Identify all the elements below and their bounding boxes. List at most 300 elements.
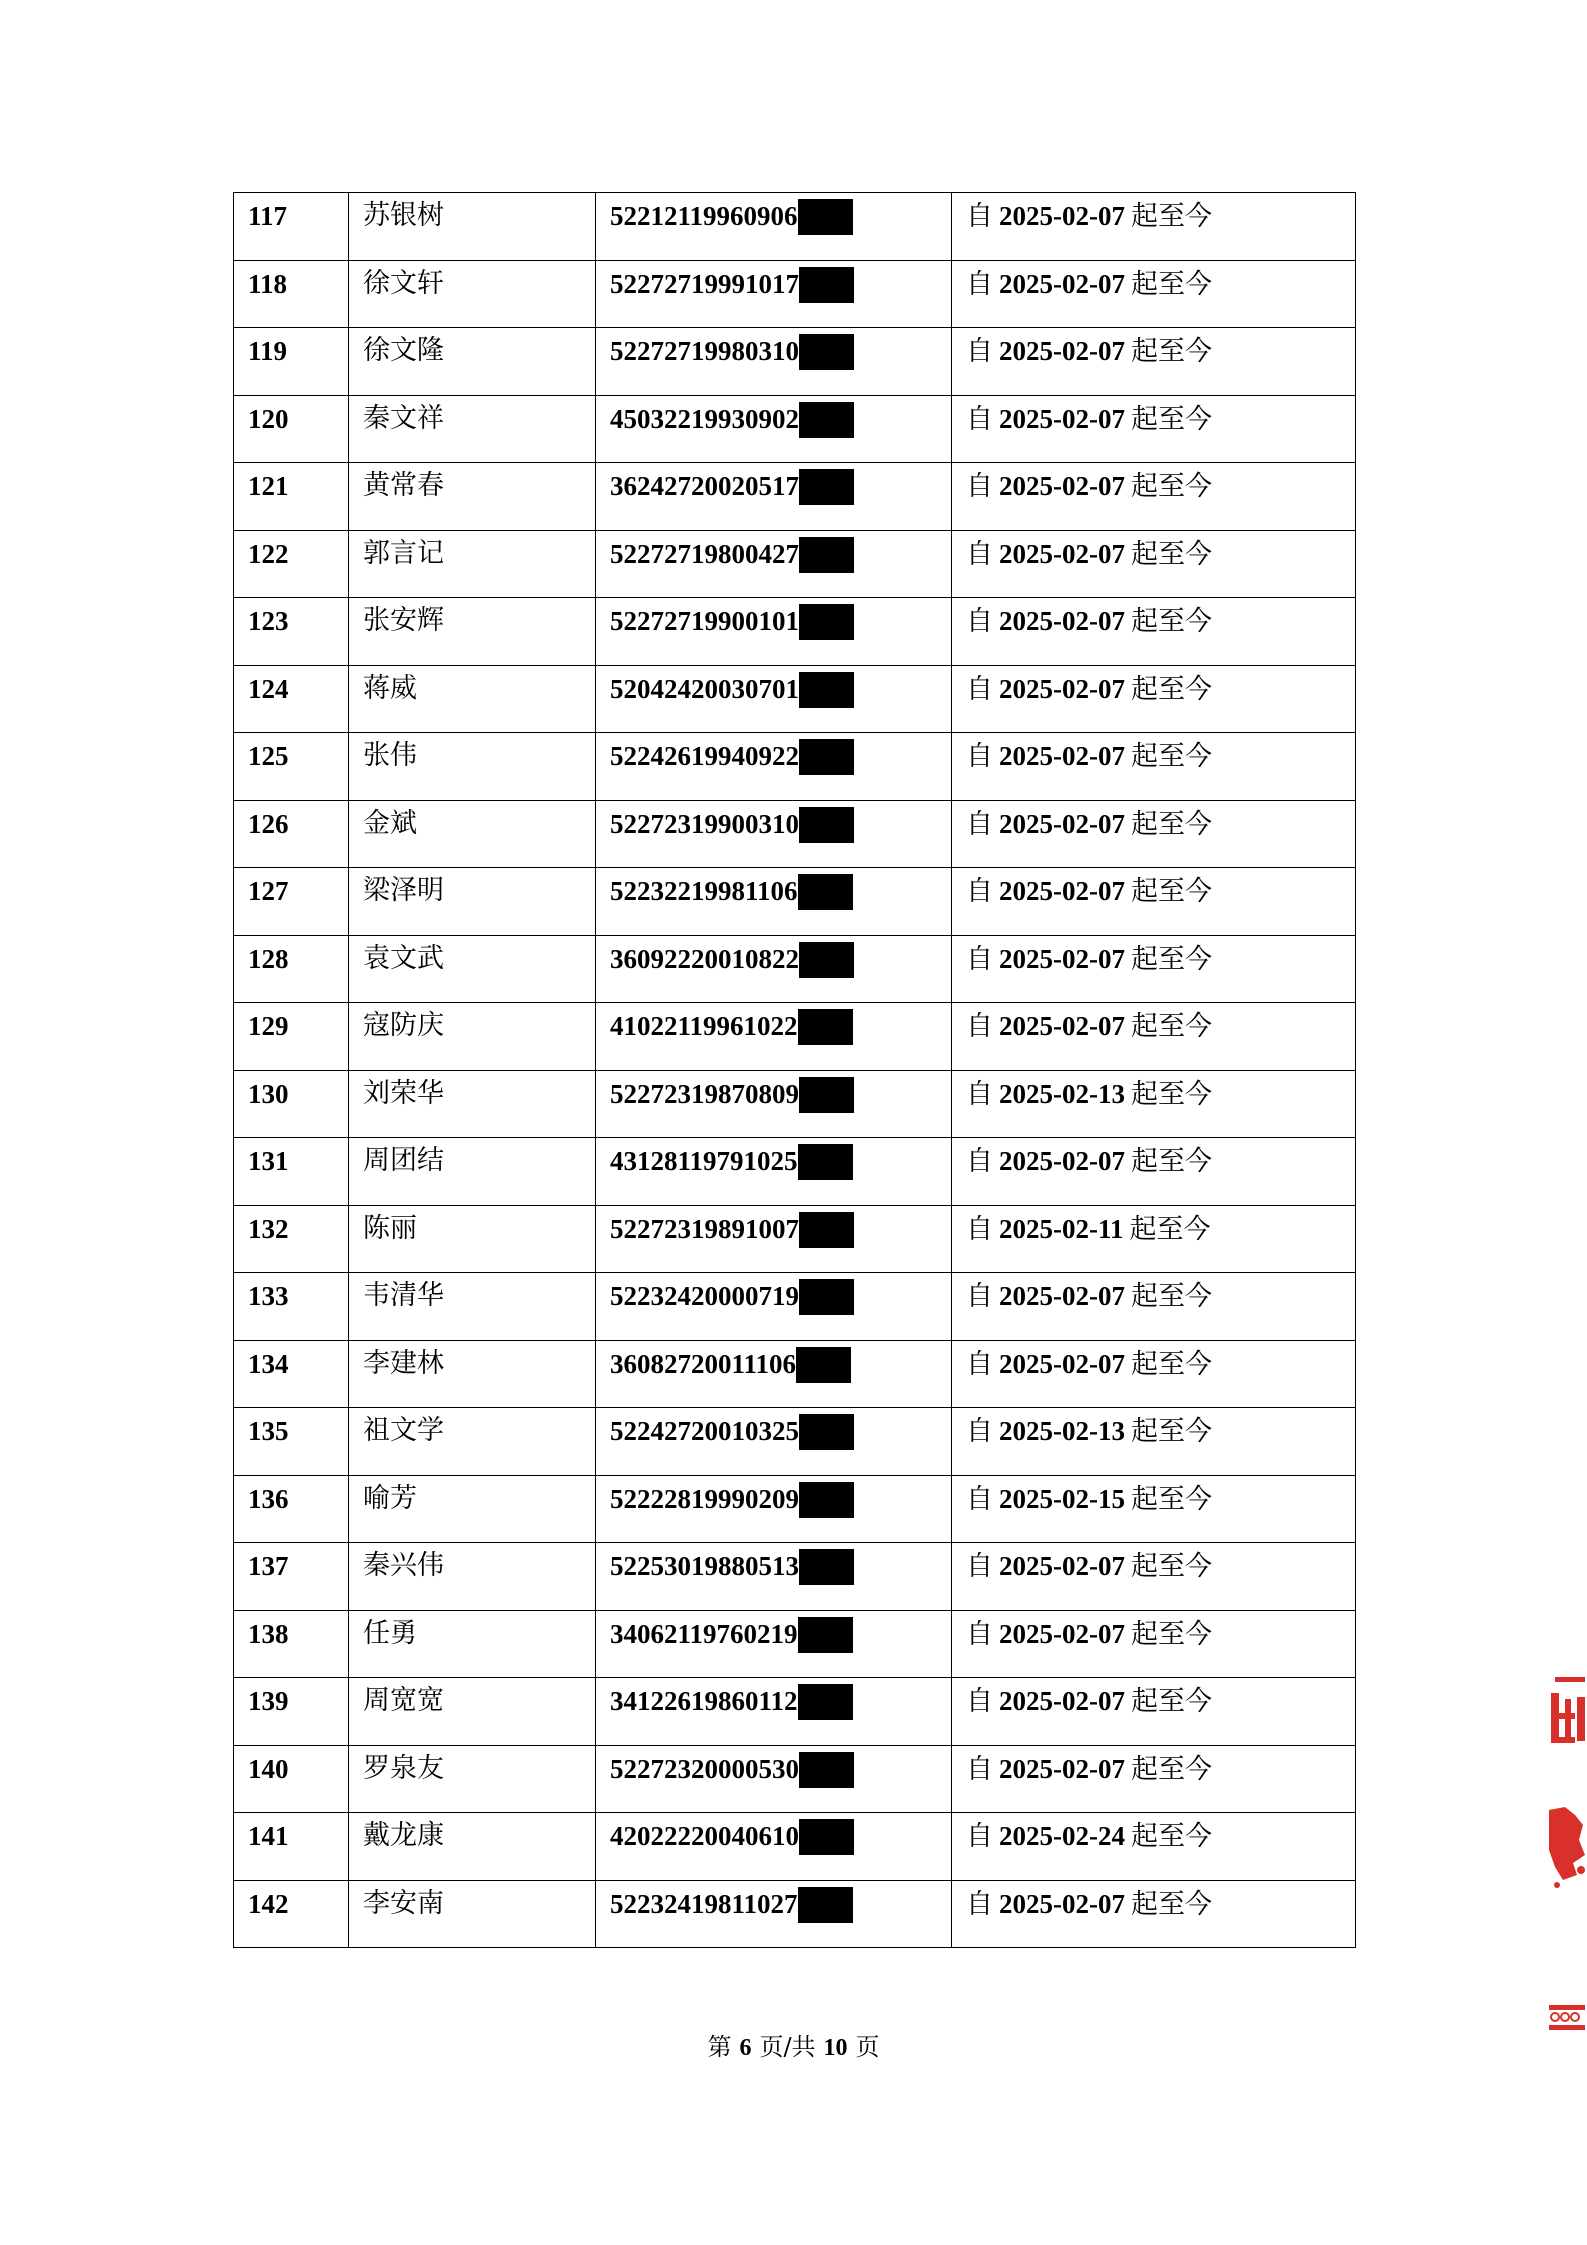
id-cell [596,193,952,261]
footer-suffix: 页 [855,2033,880,2061]
table-row [234,598,1356,666]
since-suffix: 起至今 [1130,1078,1212,1110]
table-row [234,935,1356,1003]
id-cell [596,1610,952,1678]
person-name: 苏银树 [363,200,444,231]
since-suffix: 起至今 [1130,808,1212,840]
id-cell [596,1745,952,1813]
period-cell [952,665,1356,733]
start-date: 2025-02-07 [999,673,1125,704]
period-cell [952,1205,1356,1273]
redaction-block [799,604,854,640]
id-number: 42022220040610 [610,1821,799,1851]
person-name: 周宽宽 [363,1685,444,1716]
person-name: 徐文隆 [363,335,444,366]
name-cell [349,1070,596,1138]
person-name: 梁泽明 [363,875,444,906]
row-number: 139 [248,1686,289,1716]
period-cell [952,733,1356,801]
name-cell [349,1205,596,1273]
since-prefix: 自 [966,1686,993,1717]
person-name: 李建林 [363,1347,444,1379]
row-number: 135 [248,1416,289,1446]
id-number: 52212119960906 [610,201,798,231]
since-suffix: 起至今 [1130,1281,1212,1312]
redaction-block [798,1009,853,1045]
name-cell [349,395,596,463]
name-cell [349,935,596,1003]
name-cell [349,530,596,598]
table-row [234,868,1356,936]
table-row [234,1880,1356,1948]
table-row [234,1745,1356,1813]
id-number: 52253019880513 [610,1551,799,1581]
id-number: 52272719980310 [610,336,799,366]
since-prefix: 自 [966,673,993,705]
since-prefix: 自 [966,808,993,840]
redaction-block [799,1414,854,1450]
red-seal-stamp-fragment [1545,1675,1587,2045]
row-number-cell [234,598,349,666]
table-row [234,1205,1356,1273]
start-date: 2025-02-07 [999,336,1125,366]
since-prefix: 自 [966,538,993,570]
person-name: 刘荣华 [363,1077,444,1109]
start-date: 2025-02-13 [999,1416,1125,1446]
since-prefix: 自 [966,471,993,502]
table-row [234,1543,1356,1611]
person-name: 张安辉 [363,605,444,636]
redaction-block [798,1887,853,1923]
id-number: 52232419811027 [610,1888,798,1919]
name-cell [349,1813,596,1881]
personnel-table [233,192,1356,1948]
id-number: 34062119760219 [610,1618,798,1649]
row-number: 123 [248,606,289,636]
id-cell [596,395,952,463]
row-number: 136 [248,1483,289,1514]
redaction-block [799,402,854,438]
since-suffix: 起至今 [1130,673,1212,705]
row-number: 141 [248,1821,289,1851]
id-cell [596,800,952,868]
since-prefix: 自 [966,1146,993,1177]
id-number: 52272319900310 [610,808,799,839]
since-prefix: 自 [966,1011,993,1042]
id-number: 52042420030701 [610,673,799,704]
since-suffix: 起至今 [1130,403,1212,435]
row-number-cell [234,1205,349,1273]
person-name: 徐文轩 [363,267,444,299]
id-number: 52242720010325 [610,1416,799,1446]
table-row [234,1813,1356,1881]
start-date: 2025-02-07 [999,268,1125,299]
id-number: 52232420000719 [610,1281,799,1311]
table-row [234,1678,1356,1746]
period-cell [952,395,1356,463]
id-cell [596,868,952,936]
row-number: 129 [248,1011,289,1041]
person-name: 任勇 [363,1617,417,1649]
person-name: 秦文祥 [363,402,444,434]
since-suffix: 起至今 [1130,1348,1212,1380]
name-cell [349,193,596,261]
start-date: 2025-02-07 [999,1011,1125,1041]
redaction-block [799,334,854,370]
redaction-block [796,1347,851,1383]
row-number: 117 [248,201,288,231]
table-row [234,193,1356,261]
period-cell [952,530,1356,598]
row-number-cell [234,1880,349,1948]
name-cell [349,1138,596,1206]
redaction-block [799,537,854,573]
start-date: 2025-02-07 [999,741,1125,771]
id-number: 43128119791025 [610,1146,798,1176]
table-row [234,530,1356,598]
row-number-cell [234,1273,349,1341]
id-number: 45032219930902 [610,403,799,434]
row-number-cell [234,395,349,463]
start-date: 2025-02-07 [999,1686,1125,1716]
redaction-block [799,942,854,978]
row-number-cell [234,328,349,396]
since-suffix: 起至今 [1130,1753,1212,1785]
id-cell [596,1475,952,1543]
person-name: 金斌 [363,807,417,839]
since-suffix: 起至今 [1130,1618,1212,1650]
footer-prefix: 第 [707,2033,732,2061]
redaction-block [798,874,853,910]
redaction-block [799,469,854,505]
footer-total-pages: 10 [823,2035,848,2061]
name-cell [349,868,596,936]
since-prefix: 自 [966,1078,993,1110]
id-cell [596,935,952,1003]
id-cell [596,1205,952,1273]
redaction-block [799,807,854,843]
person-name: 喻芳 [363,1482,417,1514]
period-cell [952,1070,1356,1138]
id-cell [596,598,952,666]
table-row [234,733,1356,801]
table-row [234,1475,1356,1543]
row-number-cell [234,1678,349,1746]
period-cell [952,1475,1356,1543]
page-footer [0,2027,1587,2062]
period-cell [952,1610,1356,1678]
since-suffix: 起至今 [1130,1416,1212,1447]
since-suffix: 起至今 [1130,538,1212,570]
since-prefix: 自 [966,1888,993,1920]
start-date: 2025-02-11 [999,1213,1124,1244]
period-cell [952,193,1356,261]
id-cell [596,1138,952,1206]
person-name: 罗泉友 [363,1752,444,1784]
redaction-block [799,672,854,708]
table-row [234,1610,1356,1678]
table-row [234,1070,1356,1138]
name-cell [349,1543,596,1611]
name-cell [349,1340,596,1408]
row-number-cell [234,935,349,1003]
person-name: 祖文学 [363,1415,444,1446]
since-suffix: 起至今 [1130,1551,1212,1582]
row-number-cell [234,800,349,868]
since-prefix: 自 [966,1821,993,1852]
person-name: 韦清华 [363,1280,444,1311]
person-name: 戴龙康 [363,1820,444,1851]
start-date: 2025-02-07 [999,471,1125,501]
id-number: 52272719991017 [610,268,799,299]
row-number: 119 [248,336,288,366]
id-number: 52272719800427 [610,538,799,569]
id-number: 52272320000530 [610,1753,799,1784]
table-row [234,665,1356,733]
since-prefix: 自 [966,403,993,435]
row-number-cell [234,1610,349,1678]
period-cell [952,463,1356,531]
row-number-cell [234,1745,349,1813]
person-name: 袁文武 [363,942,444,974]
table-row [234,800,1356,868]
id-cell [596,530,952,598]
id-cell [596,1070,952,1138]
start-date: 2025-02-07 [999,606,1125,636]
row-number: 134 [248,1348,289,1379]
id-cell [596,328,952,396]
redaction-block [799,267,854,303]
table-row [234,1138,1356,1206]
name-cell [349,733,596,801]
table-row [234,463,1356,531]
since-prefix: 自 [966,336,993,367]
row-number: 126 [248,808,289,839]
since-suffix: 起至今 [1130,943,1212,975]
row-number: 132 [248,1213,289,1244]
person-name: 秦兴伟 [363,1550,444,1581]
footer-middle: 页/共 [759,2033,816,2061]
person-name: 寇防庆 [363,1010,444,1041]
period-cell [952,1745,1356,1813]
since-prefix: 自 [966,1213,993,1245]
row-number-cell [234,193,349,261]
id-cell [596,1340,952,1408]
footer-page-number: 6 [739,2035,752,2061]
row-number: 118 [248,268,288,299]
person-name: 郭言记 [363,537,444,569]
since-suffix: 起至今 [1130,201,1212,232]
since-prefix: 自 [966,741,993,772]
start-date: 2025-02-07 [999,1146,1125,1176]
since-suffix: 起至今 [1130,1821,1212,1852]
person-name: 蒋威 [363,672,417,704]
id-number: 52222819990209 [610,1483,799,1514]
since-suffix: 起至今 [1130,606,1212,637]
table-row [234,1340,1356,1408]
name-cell [349,1745,596,1813]
redaction-block [799,1752,854,1788]
name-cell [349,463,596,531]
row-number-cell [234,868,349,936]
person-name: 陈丽 [363,1212,417,1244]
redaction-block [799,1819,854,1855]
start-date: 2025-02-07 [999,1888,1125,1919]
row-number-cell [234,463,349,531]
since-prefix: 自 [966,1618,993,1650]
id-number: 36242720020517 [610,471,799,501]
row-number-cell [234,260,349,328]
period-cell [952,260,1356,328]
row-number: 133 [248,1281,289,1311]
id-cell [596,1273,952,1341]
name-cell [349,665,596,733]
period-cell [952,935,1356,1003]
start-date: 2025-02-07 [999,538,1125,569]
redaction-block [799,739,854,775]
period-cell [952,1138,1356,1206]
row-number-cell [234,1408,349,1476]
row-number: 128 [248,943,289,974]
row-number-cell [234,530,349,598]
name-cell [349,260,596,328]
row-number-cell [234,1543,349,1611]
since-suffix: 起至今 [1130,1011,1212,1042]
table-row [234,1003,1356,1071]
period-cell [952,328,1356,396]
redaction-block [799,1279,854,1315]
row-number: 125 [248,741,289,771]
since-prefix: 自 [966,1753,993,1785]
period-cell [952,1408,1356,1476]
id-number: 41022119961022 [610,1011,798,1041]
name-cell [349,1475,596,1543]
row-number: 127 [248,876,289,906]
redaction-block [798,1684,853,1720]
since-prefix: 自 [966,876,993,907]
start-date: 2025-02-07 [999,1281,1125,1311]
start-date: 2025-02-07 [999,1348,1125,1379]
id-number: 36082720011106 [610,1348,797,1379]
table-row [234,1408,1356,1476]
row-number-cell [234,1813,349,1881]
start-date: 2025-02-07 [999,1551,1125,1581]
row-number-cell [234,1138,349,1206]
table-row [234,395,1356,463]
id-cell [596,1003,952,1071]
name-cell [349,1408,596,1476]
row-number: 121 [248,471,289,501]
person-name: 周团结 [363,1145,444,1176]
period-cell [952,1340,1356,1408]
row-number: 138 [248,1618,289,1649]
period-cell [952,1273,1356,1341]
period-cell [952,1678,1356,1746]
id-number: 52272319891007 [610,1213,799,1244]
id-cell [596,1880,952,1948]
name-cell [349,328,596,396]
since-suffix: 起至今 [1130,741,1212,772]
start-date: 2025-02-13 [999,1078,1125,1109]
row-number: 124 [248,673,289,704]
table-row [234,260,1356,328]
since-suffix: 起至今 [1130,336,1212,367]
id-number: 52232219981106 [610,876,798,906]
start-date: 2025-02-07 [999,808,1125,839]
row-number-cell [234,1340,349,1408]
id-cell [596,260,952,328]
name-cell [349,1880,596,1948]
row-number: 122 [248,538,289,569]
id-cell [596,1543,952,1611]
person-name: 张伟 [363,740,417,771]
period-cell [952,868,1356,936]
name-cell [349,800,596,868]
id-cell [596,1408,952,1476]
period-cell [952,1543,1356,1611]
table-body [234,193,1356,1948]
id-cell [596,463,952,531]
start-date: 2025-02-07 [999,1618,1125,1649]
start-date: 2025-02-07 [999,403,1125,434]
row-number: 137 [248,1551,289,1581]
since-prefix: 自 [966,1348,993,1380]
row-number-cell [234,1070,349,1138]
person-name: 李安南 [363,1887,444,1919]
id-cell [596,1813,952,1881]
redaction-block [798,1617,853,1653]
id-number: 52272319870809 [610,1078,799,1109]
row-number: 131 [248,1146,289,1176]
since-suffix: 起至今 [1130,1686,1212,1717]
period-cell [952,1003,1356,1071]
since-suffix: 起至今 [1129,1213,1211,1245]
row-number: 142 [248,1888,289,1919]
name-cell [349,1678,596,1746]
table-row [234,328,1356,396]
table-row [234,1273,1356,1341]
since-prefix: 自 [966,1416,993,1447]
id-cell [596,1678,952,1746]
redaction-block [799,1077,854,1113]
since-suffix: 起至今 [1130,876,1212,907]
start-date: 2025-02-07 [999,943,1125,974]
start-date: 2025-02-24 [999,1821,1125,1851]
id-cell [596,665,952,733]
since-suffix: 起至今 [1130,268,1212,300]
name-cell [349,1610,596,1678]
start-date: 2025-02-07 [999,201,1125,231]
period-cell [952,1880,1356,1948]
row-number-cell [234,665,349,733]
start-date: 2025-02-07 [999,1753,1125,1784]
redaction-block [799,1549,854,1585]
name-cell [349,1003,596,1071]
name-cell [349,1273,596,1341]
redaction-block [799,1212,854,1248]
since-suffix: 起至今 [1130,471,1212,502]
id-number: 36092220010822 [610,943,799,974]
since-prefix: 自 [966,1281,993,1312]
period-cell [952,1813,1356,1881]
since-prefix: 自 [966,943,993,975]
period-cell [952,800,1356,868]
name-cell [349,598,596,666]
period-cell [952,598,1356,666]
id-number: 52242619940922 [610,741,799,771]
redaction-block [798,1144,853,1180]
since-suffix: 起至今 [1130,1888,1212,1920]
